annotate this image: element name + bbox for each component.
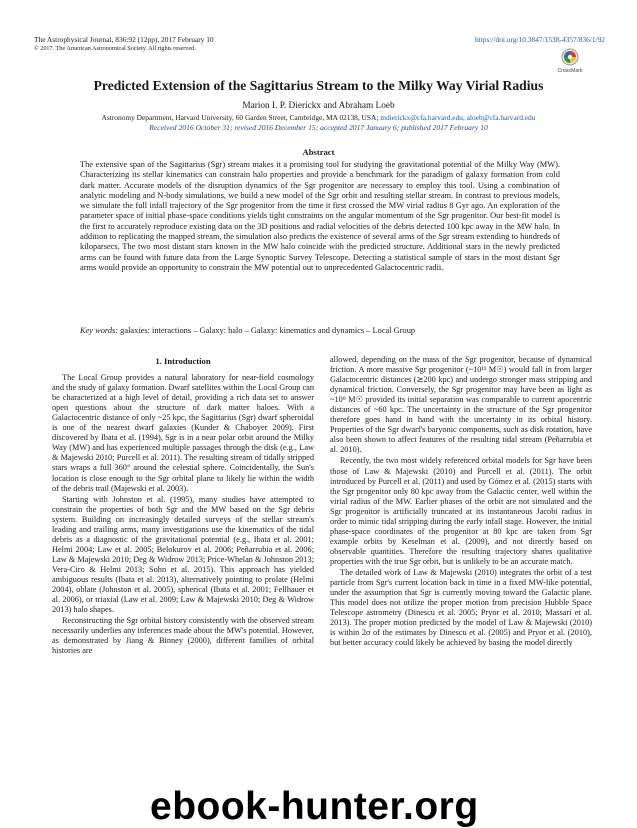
doi-link[interactable]: https://doi.org/10.3847/1538-4357/836/1/92 [474, 35, 605, 44]
right-column [330, 355, 592, 649]
paragraph: The Local Group provides a natural laboratory for near-field cosmology and the study of galaxy formation. Dwarf satellites within the Local Group can be characterized at a high level of detail, providing a rich data set to answer open questions about the structure of dark matter haloes. With a Galactocentric distance of only ~25 kpc, the Sagittarius (Sgr) dwarf spheroidal is one of the nearest dwarf galaxies (Kunder & Chaboyer 2009). First discovered by Ibata et al. (1994), Sgr is in a near polar orbit around the Milky Way (MW) and has experienced multiple passages through the disk (e.g., Law & Majewski 2010; Purcell et al. 2011). The resulting stream of tidally stripped stars wraps a full 360° around the celestial sphere. Coincidentally, the Sun's location is close enough to the Sgr orbital plane to likely lie within the width of the debris trail (Majewski et al. 2003). [52, 373, 314, 493]
left-column [52, 354, 314, 657]
abstract-heading: Abstract [302, 147, 335, 157]
keywords-list: galaxies: interactions – Galaxy: halo – Galaxy: kinematics and dynamics – Local Group [120, 326, 416, 335]
crossmark-badge[interactable] [555, 48, 585, 74]
abstract-body [80, 160, 560, 273]
paragraph: Recently, the two most widely referenced orbital models for Sgr have been those of Law & Majewski (2010) and Purcell et al. (2011). The orbit introduced by Purcell et al. (2011) and used by Gómez et al. (2015) starts with the Sgr progenitor only 80 kpc away from the Galactic center, well within the virial radius of the MW. Earlier phases of the orbit are not simulated and the Sgr progenitor is artificially truncated at its instantaneous Jacobi radius in order to mimic tidal stripping during the early infall stage. However, the initial phase-space coordinates of the progenitor at 80 kpc are taken from Sgr example orbits by Keselman et al. (2009), and not directly based on observable quantities. Therefore the resulting trajectory shares qualitative properties with the true Sgr orbit, but is unlikely to be an accurate match. [330, 456, 592, 566]
abstract-text: The extensive span of the Sagittarius (Sgr) stream makes it a promising tool for studying the gravitational potential of the Milky Way (MW). Characterizing its stellar kinematics can constrain halo properties and provide a benchmark for the paradigm of galaxy formation from cold dark matter. Accurate models of the disruption dynamics of the Sgr progenitor are necessary to employ this tool. Using a combination of analytic modeling and N-body simulations, we build a new model of the Sgr orbit and resulting stellar stream. In contrast to previous models, we simulate the full infall trajectory of the Sgr progenitor from the time it first crossed the MW virial radius 8 Gyr ago. An exploration of the parameter space of initial phase-space conditions yields tight constraints on the angular momentum of the Sgr progenitor. Our best-fit model is the first to accurately reproduce existing data on the 3D positions and radial velocities of the debris detected 100 kpc away in the MW halo. In addition to replicating the mapped stream, the simulation also predicts the existence of several arms of the Sgr stream extending to hundreds of kiloparsecs. The two most distant stars known in the MW halo coincide with the predicted structure. Additional stars in the newly predicted arms can be found with future data from the Large Synoptic Survey Telescope. Detecting a statistical sample of stars in the most distant Sgr arms would provide an opportunity to constrain the MW potential out to unprecedented Galactocentric radii. [80, 160, 560, 272]
copyright-notice: © 2017. The American Astronomical Society. All rights reserved. [34, 45, 196, 52]
paragraph: The detailed work of Law & Majewski (2010) integrates the orbit of a test particle from Sgr's current location back in time in a fixed MW-like potential, under the assumption that Sgr is currently moving toward the Galactic plane. This model does not utilize the proper motion from precision Hubble Space Telescope astrometry (Dinescu et al. 2005; Pryor et al. 2010; Massari et al. 2013). The proper motion predicted by the model of Law & Majewski (2010) is within 2σ of the estimates by Dinescu et al. (2005) and Pryor et al. (2010), but better accuracy could likely be achieved by basing the model directly [330, 567, 592, 648]
keywords-label: Key words: [80, 326, 119, 335]
watermark: ebook-hunter.org [150, 785, 479, 828]
crossmark-label: CrossMark [557, 68, 583, 74]
paper-title: Predicted Extension of the Sagittarius Stream to the Milky Way Virial Radius [93, 78, 544, 93]
journal-citation: The Astrophysical Journal, 836:92 (12pp), 2017 February 10 [34, 35, 214, 44]
section-heading-introduction: 1. Introduction [155, 356, 211, 366]
paragraph: Reconstructing the Sgr orbital history consistently with the observed stream necessarily underlies any inferences made about the MW's potential. However, as demonstrated by Jiang & Binney (2000), different families of orbital histories are [52, 616, 314, 656]
running-header [34, 35, 214, 53]
paragraph: Starting with Johnston et al. (1995), many studies have attempted to constrain the properties of both Sgr and the MW based on the Sgr debris system. Building on increasingly detailed surveys of the stellar stream's leading and trailing arms, many investigations use the kinematics of the tidal debris as a diagnostic of the gravitational potential (e.g., Ibata et al. 2001; Helmi 2004; Law et al. 2005; Belokurov et al. 2006; Peñarrubia et al. 2006; Law & Majewski 2010; Deg & Widrow 2013; Price-Whelan & Johnston 2013; Vera-Ciro & Helmi 2013; Sohn et al. 2015). This approach has yielded ambiguous results (Ibata et al. 2013), alternatively pointing to prolate (Helmi 2004), oblate (Johnston et al. 2005), spherical (Ibata et al. 2001; Fellhauer et al. 2006), or triaxial (Law et al. 2009; Law & Majewski 2010; Deg & Widrow 2013) halo shapes. [52, 494, 314, 615]
paragraph: allowed, depending on the mass of the Sgr progenitor, because of dynamical friction. A more massive Sgr progenitor (~10¹¹ M☉) would fall in from larger Galactocentric distances (≳200 kpc) and undergo stronger mass stripping and dynamical friction. Conversely, the Sgr progenitor may have been as light as ~10⁹ M☉ provided its initial separation was comparable to current apocentric distances of ~60 kpc. The uncertainty in the structure of the Sgr progenitor therefore goes hand in hand with the uncertainty in its orbital history. Properties of the Sgr dwarf's baryonic components, such as disk rotation, have also been shown to affect features of the resulting tidal stream (Peñarrubia et al. 2010). [330, 355, 592, 455]
crossmark-icon [561, 48, 579, 68]
publication-history: Received 2016 October 31; revised 2016 December 15; accepted 2017 January 6; published 2017 February 10 [149, 123, 488, 132]
affiliation-address: Astronomy Department, Harvard University, 60 Garden Street, Cambridge, MA 02138, USA; [101, 113, 379, 122]
paper-authors: Marion I. P. Dierickx and Abraham Loeb [242, 101, 395, 111]
keywords [80, 326, 560, 335]
author-emails[interactable]: mdierickx@cfa.harvard.edu, aloeb@cfa.harvard.edu [380, 113, 536, 122]
author-affiliation [20, 113, 617, 122]
